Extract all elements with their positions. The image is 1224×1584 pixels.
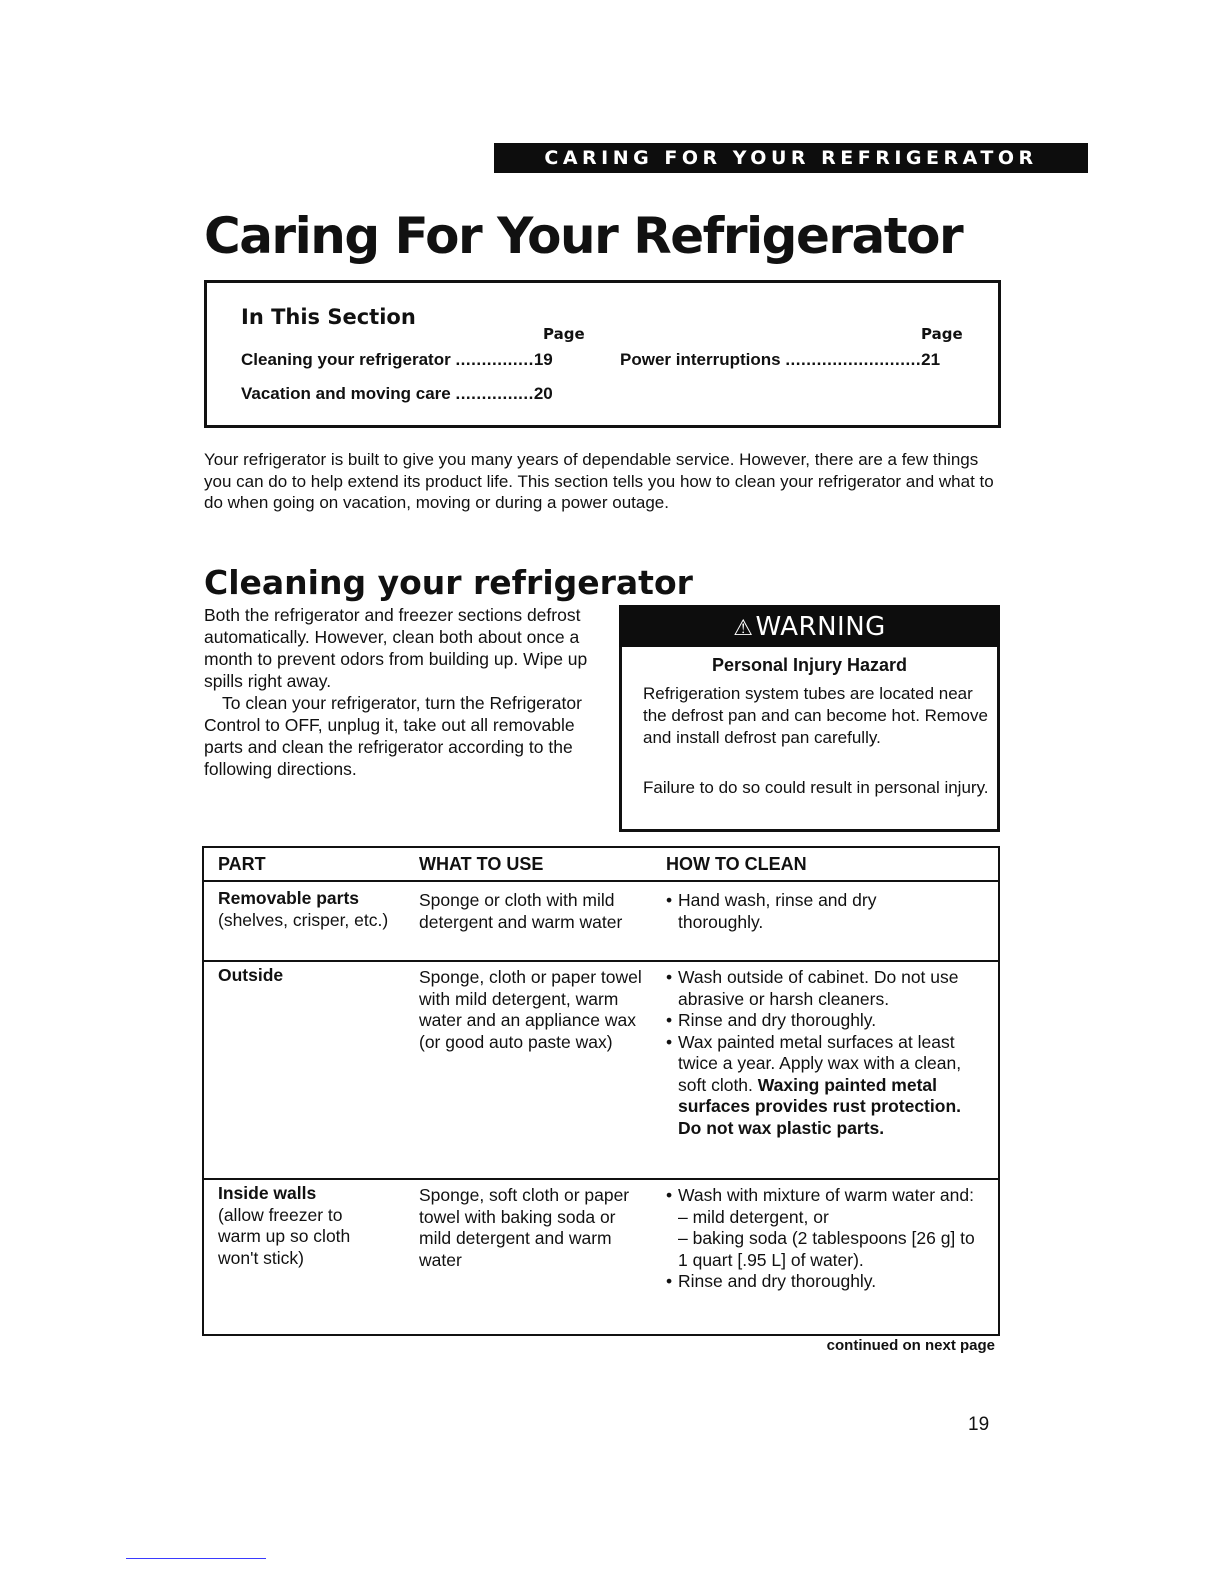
table-row-2-part (218, 965, 398, 987)
intro-paragraph: Your refrigerator is built to give you many years of dependable service. However, there are a few things you can do to help extend its product life. This section tells you how to clean your refrigerator and what to do when going on vacation, moving or during a power outage. (204, 450, 994, 512)
warning-box (619, 605, 1000, 832)
table-row-1-what: Sponge or cloth with mild detergent and warm water (419, 890, 623, 932)
cleaning-heading: Cleaning your refrigerator (204, 563, 693, 602)
toc-leader-dots: .......................... (785, 350, 922, 369)
table-row-1-how (666, 890, 956, 933)
toc-entry-cleaning[interactable] (241, 349, 553, 371)
page-title: Caring For Your Refrigerator (204, 207, 963, 265)
part-name: Removable parts (218, 888, 360, 908)
warning-text: Refrigeration system tubes are located near the defrost pan and can become hot. Remove and install defrost pan carefully. (643, 684, 988, 747)
column-header-what: WHAT TO USE (419, 854, 544, 874)
toc-entry-page: 20 (533, 384, 553, 403)
cleaning-paragraph-2: To clean your refrigerator, turn the Refrigerator Control to OFF, unplug it, take out all removable parts and clean the refrigerator according to the following directions. (204, 693, 582, 779)
warning-banner (619, 605, 1000, 647)
toc-leader-dots: ............... (455, 384, 534, 403)
how-bold-text: Waxing painted metal surfaces provides rust protection. Do not wax plastic parts. (678, 1074, 961, 1138)
toc-entry-page: 21 (921, 350, 941, 369)
header-divider (204, 880, 998, 882)
how-bullet: • Wash with mixture of warm water and: (666, 1185, 986, 1207)
cleaning-paragraph-1: Both the refrigerator and freezer sections defrost automatically. However, clean both about once a month to prevent odors from building up. Wipe up spills right away. (204, 605, 588, 691)
cleaning-table (202, 846, 1000, 1336)
page-number: 19 (968, 1414, 990, 1435)
toc-entry-label: Vacation and moving care (241, 384, 451, 403)
footnote-rule (126, 1558, 266, 1559)
part-note: (allow freezer to warm up so cloth won't stick) (218, 1204, 351, 1268)
toc-entry-label: Cleaning your refrigerator (241, 350, 451, 369)
toc-leader-dots: ............... (455, 350, 534, 369)
column-header-how: HOW TO CLEAN (666, 854, 807, 874)
table-row-2-what: Sponge, cloth or paper towel with mild detergent, warm water and an appliance wax (or good auto paste wax) (419, 967, 642, 1052)
toc-page-label-left: Page (543, 325, 585, 343)
toc-heading: In This Section (241, 305, 416, 329)
table-row-3-how (666, 1185, 986, 1293)
how-sub-item: – baking soda (2 tablespoons [26 g] to 1 quart [.95 L] of water). (678, 1228, 975, 1270)
warning-label: WARNING (755, 612, 886, 642)
how-text: Wax painted metal surfaces at least twice a year. Apply wax with a clean, soft cloth. (678, 1031, 962, 1095)
cleaning-body (204, 604, 594, 780)
how-bullet: • Hand wash, rinse and dry thoroughly. (666, 890, 956, 933)
toc-entry-power[interactable] (620, 349, 940, 371)
column-header-part: PART (218, 854, 266, 874)
table-row-1-part (218, 888, 398, 931)
how-bullet: • Rinse and dry thoroughly. (666, 1010, 986, 1032)
how-bullet (666, 1032, 986, 1140)
how-sub-item: – mild detergent, or (678, 1206, 829, 1227)
toc-entry-vacation[interactable] (241, 383, 553, 405)
how-bullet: • Rinse and dry thoroughly. (666, 1271, 986, 1293)
part-note: (shelves, crisper, etc.) (218, 909, 389, 930)
warning-title: Personal Injury Hazard (711, 655, 908, 675)
toc-entry-label: Power interruptions (620, 350, 781, 369)
table-row-2-how (666, 967, 986, 1139)
part-name: Outside (218, 965, 284, 985)
part-name: Inside walls (218, 1183, 317, 1203)
table-row-3-what: Sponge, soft cloth or paper towel with baking soda or mild detergent and warm water (419, 1185, 630, 1270)
warning-consequence: Failure to do so could result in personal injury. (643, 778, 989, 797)
continued-note: continued on next page (826, 1337, 995, 1354)
section-header-bar: CARING FOR YOUR REFRIGERATOR (494, 143, 1088, 173)
toc-page-label-right: Page (921, 325, 963, 343)
warning-triangle-icon: ⚠ (733, 616, 754, 641)
table-row-3-part (218, 1183, 388, 1269)
row-divider (204, 960, 998, 962)
row-divider (204, 1178, 998, 1180)
toc-entry-page: 19 (533, 350, 553, 369)
in-this-section-box (204, 280, 1001, 428)
how-bullet: • Wash outside of cabinet. Do not use abrasive or harsh cleaners. (666, 967, 986, 1010)
